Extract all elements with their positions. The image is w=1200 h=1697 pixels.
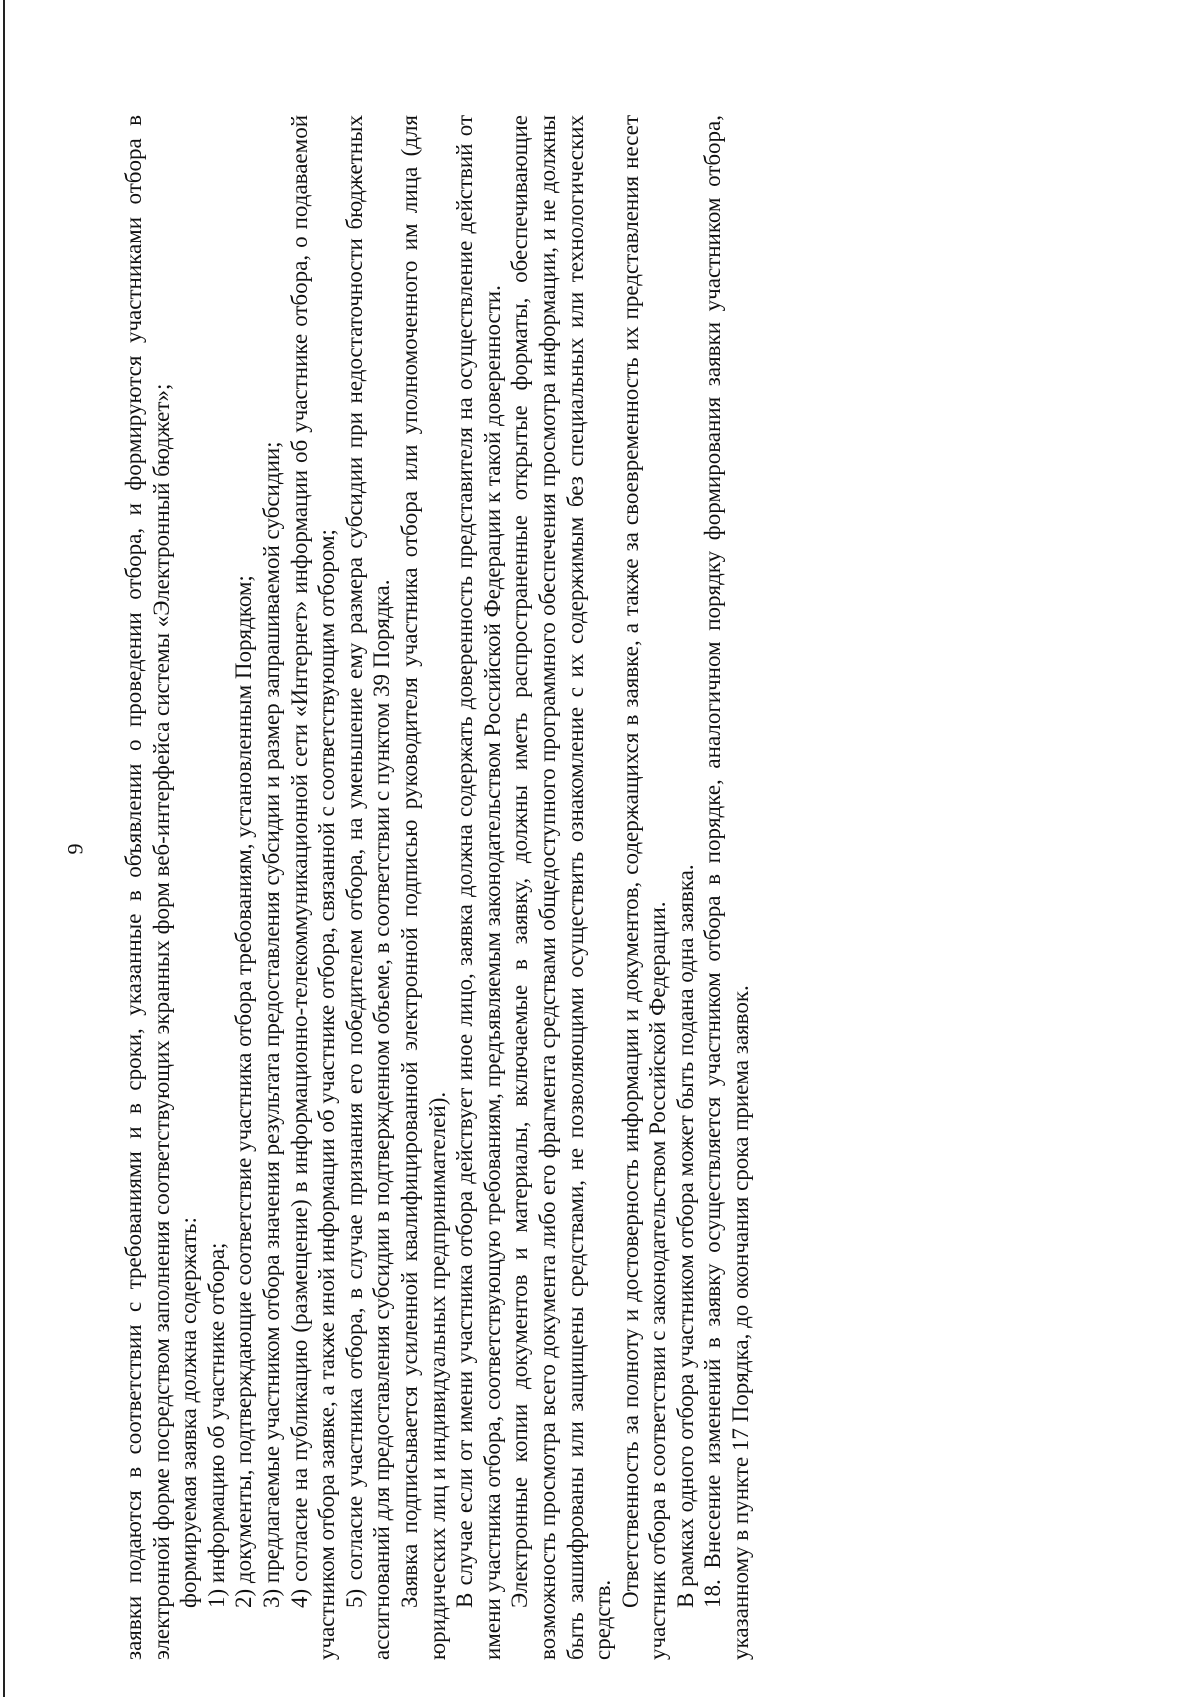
paragraph-signature: Заявка подписывается усиленной квалифицированной электронной подписью руководителя участника отбора или уполномоченного им лица (для юридических лиц и индивидуальных предпринимателей).: [396, 115, 450, 1660]
paragraph-responsibility: Ответственность за полноту и достоверность информации и документов, содержащихся в заявке, а также за своевременность их представления несет участник отбора в соответствии с законодательством Российской Федерации.: [617, 115, 671, 1660]
list-item-4: 4) согласие на публикацию (размещение) в информационно-телекоммуникационной сети «Интернет» информации об участнике отбора, о подаваемой участником отбора заявке, а также иной информации об участнике отбора, связанной с соответствующим отбором;: [286, 115, 340, 1660]
paragraph-single-application: В рамках одного отбора участником отбора может быть подана одна заявка.: [672, 864, 698, 1608]
paragraph-clause-18: 18. Внесение изменений в заявку осуществляется участником отбора в порядке, аналогичном порядку формирования заявки участником отбора, указанному в пункте 17 Порядка, до окончания срока приема заявок.: [700, 115, 754, 1660]
paragraph-application-contents: формируемая заявка должна содержать:: [176, 1217, 202, 1608]
list-item-5: 5) согласие участника отбора, в случае признания его победителем отбора, на уменьшение ему размера субсидии при недостаточности бюджетных ассигнований для предоставления субсидии в подтвержденном объеме, в соответствии с пунктом 39 Порядка.: [341, 115, 395, 1660]
page-left-border: [3, 0, 5, 1697]
paragraph-electronic-copies: Электронные копии документов и материалы, включаемые в заявку, должны иметь распространенные открытые форматы, обеспечивающие возможность просмотра всего документа либо его фрагмента средствами общедоступного программного обеспечения просмотра информации, и не должны быть зашифрованы или защищены средствами, не позволяющими осуществить ознакомление с их содержимым без специальных или технологических средств.: [507, 115, 616, 1660]
list-item-1: 1) информацию об участнике отбора;: [203, 1242, 229, 1608]
list-item-3: 3) предлагаемые участником отбора значения результата предоставления субсидии и размер запрашиваемой субсидии;: [258, 441, 284, 1608]
document-body: [120, 115, 755, 1660]
page-number: 9: [62, 843, 88, 855]
paragraph-representative: В случае если от имени участника отбора действует иное лицо, заявка должна содержать доверенность представителя на осуществление действий от имени участника отбора, соответствующую требованиям, предъявляемым законодательством Российской Федерации к такой доверенности.: [452, 115, 505, 1660]
list-item-2: 2) документы, подтверждающие соответствие участника отбора требованиям, установленным Порядком;: [231, 575, 257, 1608]
paragraph-intro: заявки подаются в соответствии с требованиями и в сроки, указанные в объявлении о проведении отбора, и формируются участниками отбора в электронной форме посредством заполнения соответствующих экранных форм веб-интерфейса системы «Электронный бюджет»;: [121, 115, 174, 1660]
